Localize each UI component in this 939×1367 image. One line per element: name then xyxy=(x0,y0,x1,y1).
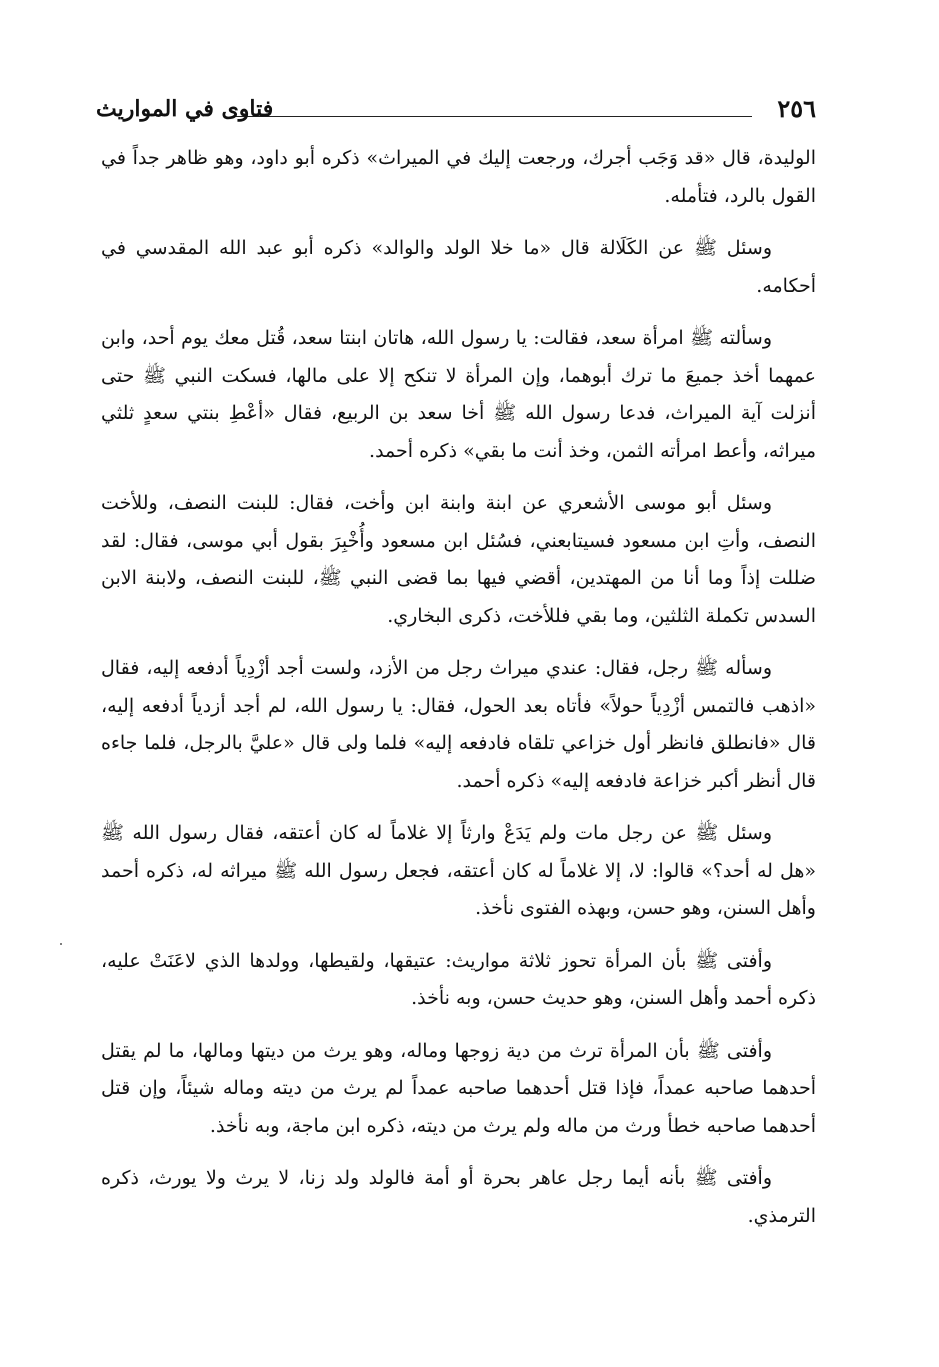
paragraph: الوليدة، قال «قد وَجَب أجرك، ورجعت إليك في الميراث» ذكره أبو داود، وهو ظاهر جداً في القول بالرد، فتأمله. xyxy=(101,147,816,207)
body-text xyxy=(101,140,816,1250)
paragraph: وأفتى ﷺ بأنه أيما رجل عاهر بحرة أو أمة فالولد ولد زنا، لا يرث ولا يورث، ذكره الترمذي. xyxy=(101,1167,816,1227)
paragraph: وسئل أبو موسى الأشعري عن ابنة وابنة ابن وأخت، فقال: للبنت النصف، وللأخت النصف، وأتِ ابن مسعود فسيتابعني، فسُئل ابن مسعود وأُخْبِرَ بقول أبي موسى، فقال: لقد ضللت إذاً وما أنا من المهتدين، أقضي فيها بما قضى النبي ﷺ، للبنت النصف، ولابنة الابن السدس تكملة الثلثين، وما بقي فللأخت، ذكرى البخاري. xyxy=(101,492,816,627)
header-rule xyxy=(234,116,752,117)
paragraph: وأفتى ﷺ بأن المرأة تحوز ثلاثة مواريث: عتيقها، ولقيطها، وولدها الذي لاعَنَتْ عليه، ذكره أحمد وأهل السنن، وهو حديث حسن، وبه نأخذ. xyxy=(101,949,816,1009)
paragraph: وسأله ﷺ رجل، فقال: عندي ميراث رجل من الأزد، ولست أجد أزْدِياً أدفعه إليه، فقال «اذهب فالتمس أزْدِياً حولاً» فأتاه بعد الحول، فقال: يا رسول الله، لم أجد أزدياً أدفعه إليه، قال «فانطلق فانظر أول خزاعي تلقاه فادفعه إليه» فلما ولى قال «عليَّ بالرجل، فلما جاءه قال أنظر أكبر خزاعة فادفعه إليه» ذكره أحمد. xyxy=(101,657,816,792)
scan-speck xyxy=(60,943,62,945)
running-title: فتاوى في المواريث xyxy=(96,96,274,122)
paragraph: وسئل ﷺ عن الكَلَالة قال «ما خلا الولد والوالد» ذكره أبو عبد الله المقدسي في أحكامه. xyxy=(101,237,816,297)
paragraph: وسألته ﷺ امرأة سعد، فقالت: يا رسول الله، هاتان ابنتا سعد، قُتل معك يوم أحد، وابن عمهما أخذ جميعَ ما ترك أبوهما، وإن المرأة لا تنكح إلا على مالها، فسكت النبي ﷺ حتى أنزلت آية الميراث، فدعا رسول الله ﷺ أخا سعد بن الربيع، فقال «أعْطِ بنتي سعدٍ ثلثي ميراثه، وأعط امرأته الثمن، وخذ أنت ما بقي» ذكره أحمد. xyxy=(101,327,816,462)
paragraph: وأفتى ﷺ بأن المرأة ترث من دية زوجها وماله، وهو يرث من ديتها ومالها، ما لم يقتل أحدهما صاحبه عمداً، فإذا قتل أحدهما صاحبه عمداً لم يرث من ديته وماله شيئاً، وإن قتل أحدهما صاحبه خطأ ورث من ماله ولم يرث من ديته، ذكره ابن ماجة، وبه نأخذ. xyxy=(101,1039,816,1137)
page-number: ٢٥٦ xyxy=(777,94,816,123)
paragraph: وسئل ﷺ عن رجل مات ولم يَدَعْ وارثاً إلا غلاماً له كان أعتقه، فقال رسول الله ﷺ «هل له أحد؟» قالوا: لا، إلا غلاماً له كان أعتقه، فجعل رسول الله ﷺ ميراثه له، ذكره أحمد وأهل السنن، وهو حسن، وبهذه الفتوى نأخذ. xyxy=(101,822,816,919)
running-head xyxy=(96,92,816,128)
